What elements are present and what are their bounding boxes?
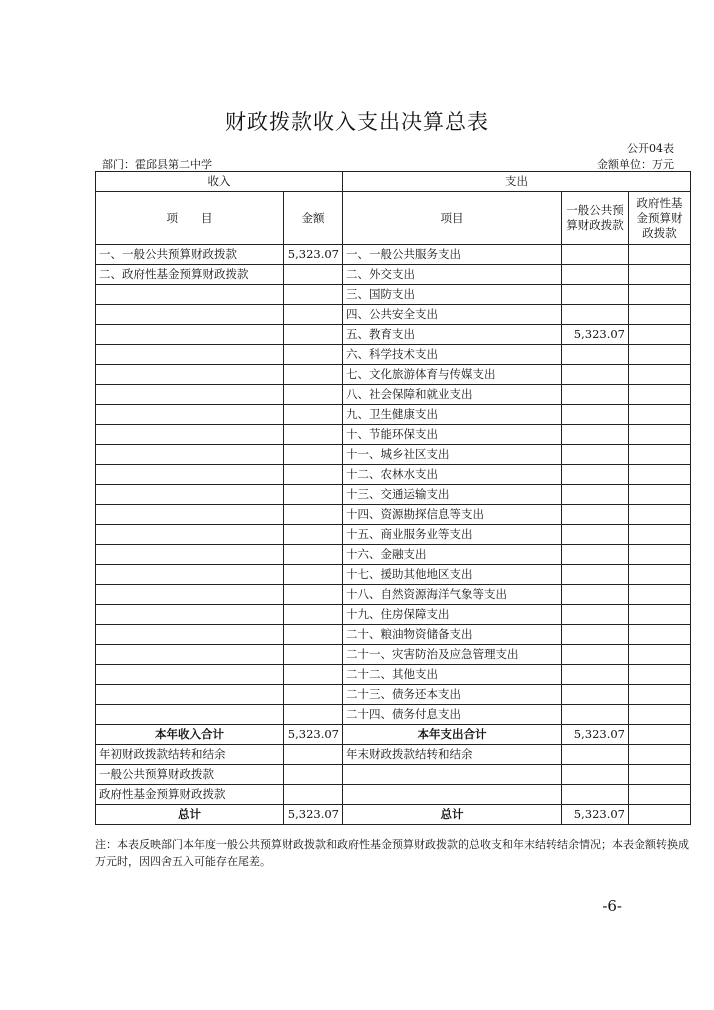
page-number: -6- (602, 897, 622, 915)
table-row (96, 365, 691, 385)
general-budget-cell (562, 785, 629, 805)
department-label: 部门：霍邱县第二中学 (102, 158, 212, 171)
gov-fund-cell (629, 345, 691, 365)
gov-fund-cell (629, 705, 691, 725)
gov-fund-cell (629, 605, 691, 625)
income-amount-cell (284, 425, 343, 445)
general-budget-cell (562, 545, 629, 565)
gov-fund-cell (629, 665, 691, 685)
table-row (96, 425, 691, 445)
expense-item-cell: 二、外交支出 (343, 265, 562, 285)
income-item-cell: 二、政府性基金预算财政拨款 (96, 265, 284, 285)
expense-item-cell: 十四、资源勘探信息等支出 (343, 505, 562, 525)
income-header: 收入 (96, 172, 343, 192)
income-amount-cell (284, 505, 343, 525)
income-amount-cell (284, 305, 343, 325)
bold-row (96, 805, 691, 825)
general-budget-cell (562, 425, 629, 445)
budget-table (95, 171, 691, 825)
table-row (96, 685, 691, 705)
gov-fund-cell (629, 625, 691, 645)
income-amount-cell (284, 465, 343, 485)
expense-header: 支出 (343, 172, 691, 192)
table-row (96, 665, 691, 685)
income-item-cell (96, 565, 284, 585)
income-item-cell (96, 425, 284, 445)
income-item-header: 项 目 (96, 192, 284, 245)
income-item-cell (96, 345, 284, 365)
table-row (96, 645, 691, 665)
income-amount-cell (284, 585, 343, 605)
expense-item-cell (343, 765, 562, 785)
expense-item-cell: 十七、援助其他地区支出 (343, 565, 562, 585)
general-budget-cell (562, 505, 629, 525)
gov-fund-cell (629, 265, 691, 285)
table-row (96, 345, 691, 365)
table-row (96, 485, 691, 505)
gov-fund-cell (629, 725, 691, 745)
expense-item-cell: 六、科学技术支出 (343, 345, 562, 365)
table-row (96, 525, 691, 545)
general-budget-cell (562, 485, 629, 505)
table-row (96, 545, 691, 565)
gov-fund-cell (629, 645, 691, 665)
general-budget-cell (562, 525, 629, 545)
table-row (96, 405, 691, 425)
income-item-cell: 本年收入合计 (96, 725, 284, 745)
table-row (96, 705, 691, 725)
table-row (96, 265, 691, 285)
table-row (96, 605, 691, 625)
income-amount-cell (284, 385, 343, 405)
income-amount-cell (284, 785, 343, 805)
income-amount-cell (284, 565, 343, 585)
expense-item-cell: 二十一、灾害防治及应急管理支出 (343, 645, 562, 665)
income-item-cell (96, 365, 284, 385)
general-budget-cell (562, 765, 629, 785)
unit-label: 金额单位：万元 (597, 158, 674, 171)
gov-fund-cell (629, 385, 691, 405)
income-amount-cell (284, 605, 343, 625)
expense-item-cell: 二十四、债务付息支出 (343, 705, 562, 725)
expense-item-cell: 八、社会保障和就业支出 (343, 385, 562, 405)
general-budget-cell: 5,323.07 (562, 725, 629, 745)
income-item-cell: 年初财政拨款结转和结余 (96, 745, 284, 765)
income-item-cell (96, 285, 284, 305)
income-amount-cell: 5,323.07 (284, 805, 343, 825)
income-item-cell (96, 325, 284, 345)
general-budget-cell (562, 245, 629, 265)
income-item-cell (96, 525, 284, 545)
general-budget-cell: 5,323.07 (562, 325, 629, 345)
general-budget-cell: 5,323.07 (562, 805, 629, 825)
income-amount-cell: 5,323.07 (284, 245, 343, 265)
header-row-2 (96, 192, 691, 245)
expense-item-cell: 年末财政拨款结转和结余 (343, 745, 562, 765)
income-item-cell (96, 445, 284, 465)
expense-item-cell: 十三、交通运输支出 (343, 485, 562, 505)
gov-fund-cell (629, 805, 691, 825)
income-item-cell (96, 625, 284, 645)
table-row (96, 625, 691, 645)
gov-fund-cell (629, 445, 691, 465)
general-budget-cell (562, 625, 629, 645)
income-item-cell: 一、一般公共预算财政拨款 (96, 245, 284, 265)
expense-item-cell: 十一、城乡社区支出 (343, 445, 562, 465)
income-item-cell (96, 585, 284, 605)
income-item-cell (96, 645, 284, 665)
income-item-cell (96, 605, 284, 625)
expense-item-cell: 本年支出合计 (343, 725, 562, 745)
expense-item-cell: 五、教育支出 (343, 325, 562, 345)
gov-fund-cell (629, 405, 691, 425)
general-budget-cell (562, 385, 629, 405)
income-amount-header: 金额 (284, 192, 343, 245)
gov-fund-cell (629, 685, 691, 705)
gov-fund-cell (629, 485, 691, 505)
income-item-cell (96, 405, 284, 425)
income-item-cell (96, 385, 284, 405)
gov-fund-cell (629, 745, 691, 765)
income-item-cell (96, 485, 284, 505)
form-number: 公开04表 (627, 142, 674, 155)
gov-fund-cell (629, 565, 691, 585)
general-budget-cell (562, 665, 629, 685)
expense-item-cell: 二十二、其他支出 (343, 665, 562, 685)
table-note: 注：本表反映部门本年度一般公共预算财政拨款和政府性基金预算财政拨款的总收支和年末结转结余情况；本表金额转换成万元时，因四舍五入可能存在尾差。 (95, 838, 689, 868)
general-budget-cell (562, 305, 629, 325)
general-budget-cell (562, 685, 629, 705)
gov-fund-cell (629, 525, 691, 545)
gov-fund-cell (629, 245, 691, 265)
gov-fund-cell (629, 545, 691, 565)
income-item-cell: 总计 (96, 805, 284, 825)
table-row (96, 745, 691, 765)
expense-item-cell: 十、节能环保支出 (343, 425, 562, 445)
income-amount-cell (284, 525, 343, 545)
income-amount-cell (284, 365, 343, 385)
table-row (96, 285, 691, 305)
expense-item-cell: 二十、粮油物资储备支出 (343, 625, 562, 645)
general-budget-cell (562, 465, 629, 485)
general-budget-cell (562, 705, 629, 725)
gov-fund-cell (629, 305, 691, 325)
gov-fund-cell (629, 285, 691, 305)
table-row (96, 385, 691, 405)
table-row (96, 445, 691, 465)
income-amount-cell (284, 745, 343, 765)
table-row (96, 565, 691, 585)
general-budget-cell (562, 565, 629, 585)
expense-item-header: 项目 (343, 192, 562, 245)
general-budget-cell (562, 445, 629, 465)
income-item-cell (96, 665, 284, 685)
expense-item-cell: 九、卫生健康支出 (343, 405, 562, 425)
general-budget-cell (562, 745, 629, 765)
income-amount-cell (284, 265, 343, 285)
expense-item-cell: 总计 (343, 805, 562, 825)
income-amount-cell (284, 445, 343, 465)
general-budget-cell (562, 345, 629, 365)
income-amount-cell (284, 685, 343, 705)
gov-fund-cell (629, 365, 691, 385)
income-amount-cell (284, 645, 343, 665)
income-item-cell (96, 705, 284, 725)
expense-item-cell: 十六、金融支出 (343, 545, 562, 565)
bold-row (96, 725, 691, 745)
expense-item-cell: 四、公共安全支出 (343, 305, 562, 325)
income-amount-cell (284, 405, 343, 425)
income-amount-cell (284, 285, 343, 305)
gov-fund-cell (629, 325, 691, 345)
expense-item-cell: 二十三、债务还本支出 (343, 685, 562, 705)
income-item-cell (96, 685, 284, 705)
expense-item-cell: 十九、住房保障支出 (343, 605, 562, 625)
general-budget-cell (562, 645, 629, 665)
expense-item-cell: 三、国防支出 (343, 285, 562, 305)
income-item-cell (96, 465, 284, 485)
income-item-cell (96, 305, 284, 325)
general-budget-cell (562, 585, 629, 605)
income-amount-cell (284, 485, 343, 505)
income-item-cell: 政府性基金预算财政拨款 (96, 785, 284, 805)
income-amount-cell (284, 665, 343, 685)
income-amount-cell (284, 625, 343, 645)
table-row (96, 465, 691, 485)
expense-item-cell: 十二、农林水支出 (343, 465, 562, 485)
expense-item-cell: 七、文化旅游体育与传媒支出 (343, 365, 562, 385)
gov-fund-cell (629, 785, 691, 805)
income-item-cell (96, 545, 284, 565)
general-budget-cell (562, 265, 629, 285)
table-row (96, 245, 691, 265)
income-item-cell: 一般公共预算财政拨款 (96, 765, 284, 785)
income-amount-cell (284, 345, 343, 365)
expense-item-cell (343, 785, 562, 805)
table-row (96, 585, 691, 605)
gov-fund-cell (629, 465, 691, 485)
expense-item-cell: 十八、自然资源海洋气象等支出 (343, 585, 562, 605)
page-title: 财政拨款收入支出决算总表 (225, 110, 489, 134)
gov-fund-cell (629, 765, 691, 785)
gov-fund-header: 政府性基金预算财政拨款 (629, 192, 691, 245)
table-row (96, 305, 691, 325)
general-budget-cell (562, 405, 629, 425)
gov-fund-cell (629, 505, 691, 525)
general-budget-header: 一般公共预算财政拨款 (562, 192, 629, 245)
general-budget-cell (562, 605, 629, 625)
income-item-cell (96, 505, 284, 525)
expense-item-cell: 一、一般公共服务支出 (343, 245, 562, 265)
expense-item-cell: 十五、商业服务业等支出 (343, 525, 562, 545)
gov-fund-cell (629, 585, 691, 605)
general-budget-cell (562, 285, 629, 305)
income-amount-cell (284, 325, 343, 345)
table-row (96, 785, 691, 805)
table-row (96, 505, 691, 525)
income-amount-cell (284, 545, 343, 565)
header-row-1 (96, 172, 691, 192)
table-row (96, 325, 691, 345)
gov-fund-cell (629, 425, 691, 445)
table-row (96, 765, 691, 785)
general-budget-cell (562, 365, 629, 385)
income-amount-cell (284, 765, 343, 785)
income-amount-cell: 5,323.07 (284, 725, 343, 745)
income-amount-cell (284, 705, 343, 725)
